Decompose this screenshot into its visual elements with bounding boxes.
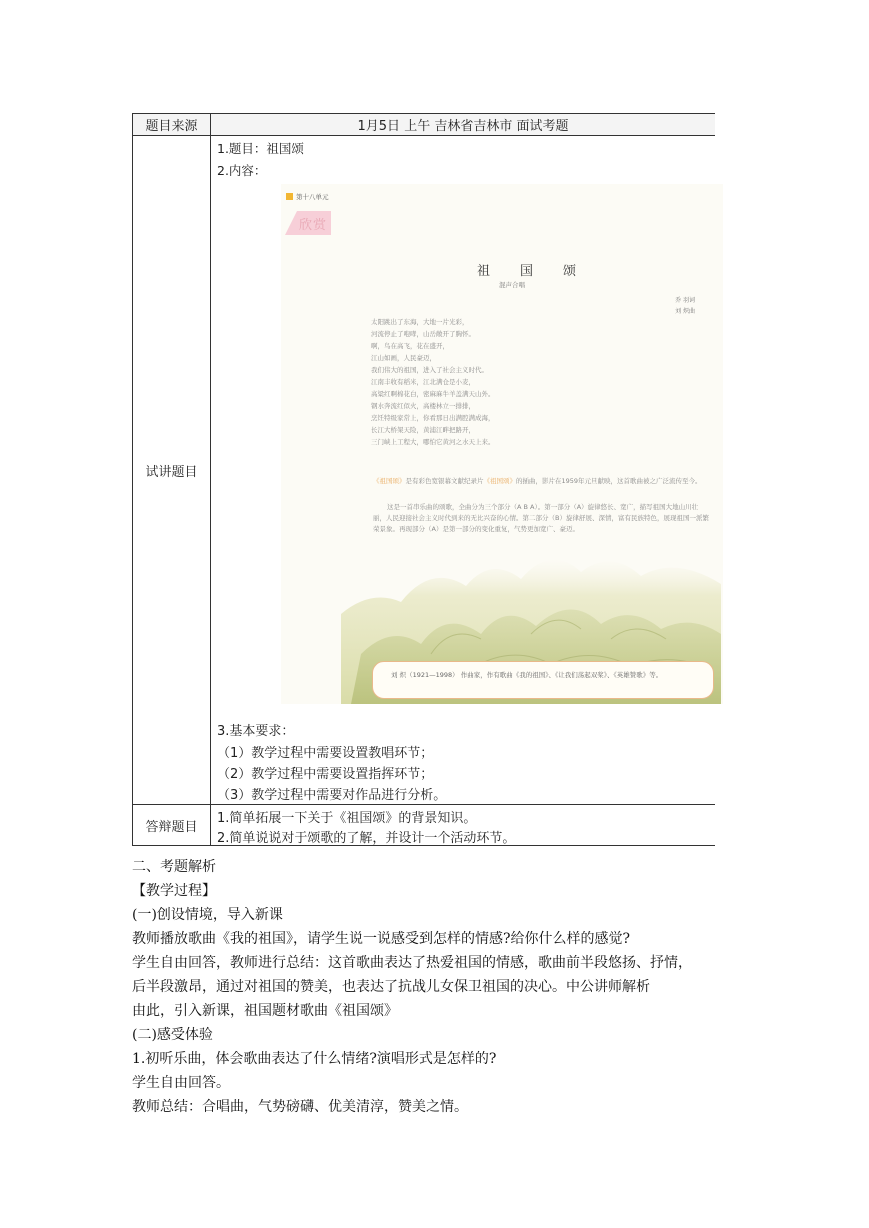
lyric-line: 江南丰收有稻米，江北满仓是小麦，: [371, 378, 475, 386]
requirement-item: （2）教学过程中需要设置指挥环节；: [217, 767, 434, 782]
lecture-label: 试讲题目: [133, 136, 211, 804]
defense-item: 2.简单说说对于颂歌的了解，并设计一个活动环节。: [217, 831, 516, 846]
desc-highlight: 《祖国颂》: [483, 477, 516, 485]
unit-header: [286, 192, 329, 201]
lyric-line: 江山如画，人民豪迈，: [371, 354, 436, 362]
subheading: 【教学过程】: [132, 883, 216, 899]
paragraph: 学生自由回答，教师进行总结：这首歌曲表达了热爱祖国的情感，歌曲前半段悠扬、抒情，: [132, 955, 692, 971]
composer: 刘 炽曲: [675, 308, 695, 315]
defense-item: 1.简单拓展一下关于《祖国颂》的背景知识。: [217, 811, 477, 826]
desc-text: 是有彩色宽银幕文献纪录片: [405, 477, 484, 485]
lyric-line: 长江大桥架天险，黄浦江畔把路开，: [371, 426, 475, 434]
section-heading: 二、考题解析: [132, 859, 216, 875]
lyric-line: 啊，鸟在高飞，花在盛开，: [371, 342, 449, 350]
exam-table: [132, 113, 715, 846]
defense-row: [133, 805, 715, 846]
banner-text: 欣赏: [299, 218, 328, 233]
desc-highlight: 《祖国颂》: [373, 477, 406, 485]
song-subtitle: 混声合唱: [499, 281, 525, 289]
lyric-line: 钢水奔流红似火，高楼林立一排排，: [371, 402, 475, 410]
paragraph: 由此，引入新课，祖国题材歌曲《祖国颂》: [132, 1003, 398, 1019]
textbook-page: [281, 184, 723, 704]
lyric-line: 太阳跳出了东海，大地一片光彩，: [371, 318, 469, 326]
source-label: 题目来源: [133, 114, 211, 135]
song-analysis: 这是一首串乐曲的颂歌，全曲分为三个部分（A B A）。第一部分（A）旋律悠长、宽广，描写祖国大地山川壮丽，人民迎接社会主义时代到来的无比兴奋的心情。第二部分（B）旋律舒展、深情，富有民族特色，展现祖国一派繁荣景象。再现部分（A）是第一部分的变化重复，气势更加宽广、豪迈。: [373, 503, 709, 533]
song-title: 祖国颂: [477, 264, 607, 279]
requirement-item: （3）教学过程中需要对作品进行分析。: [217, 788, 447, 803]
unit-marker-icon: [286, 193, 293, 200]
lecture-row: [133, 136, 715, 805]
desc-text: 的插曲，影片在1959年元旦献映，这首歌曲被之广泛流传至今。: [516, 477, 702, 485]
song-description: [373, 476, 709, 487]
source-value: 1月5日 上午 吉林省吉林市 面试考题: [357, 119, 569, 134]
step-heading: (二)感受体验: [132, 1027, 213, 1043]
source-row: [133, 114, 715, 136]
step-heading: (一)创设情境，导入新课: [132, 907, 283, 923]
requirements-title: 3.基本要求：: [217, 724, 295, 739]
paragraph: 教师总结：合唱曲，气势磅礴、优美清淳，赞美之情。: [132, 1099, 468, 1115]
lyric-line: 三门峡上工程大，哪怕它黄河之水天上来。: [371, 438, 495, 446]
requirement-item: （1）教学过程中需要设置教唱环节；: [217, 746, 434, 761]
topic-line: 1.题目：祖国颂: [217, 141, 304, 156]
content-label: 2.内容：: [217, 163, 267, 178]
paragraph: 后半段激昂，通过对祖国的赞美，也表达了抗战儿女保卫祖国的决心。中公讲师解析: [132, 979, 650, 995]
lyric-line: 河流停止了咆哮，山岳敞开了胸怀。: [371, 330, 475, 338]
lecture-body: [211, 136, 715, 804]
composer-note-box: [372, 661, 714, 699]
unit-text: 第十八单元: [296, 193, 329, 201]
lyric-line: 高粱红啊棉花白，密麻麻牛羊盖满天山外。: [371, 390, 495, 398]
composer-note: 刘 炽（1921—1998） 作曲家，作有歌曲《我的祖国》、《让我们荡起双桨》、《英雄赞歌》等。: [391, 671, 663, 679]
defense-label: 答辩题目: [133, 805, 211, 846]
paragraph: 1.初听乐曲，体会歌曲表达了什么情绪?演唱形式是怎样的?: [132, 1051, 497, 1067]
paragraph: 学生自由回答。: [132, 1075, 230, 1091]
defense-body: [211, 805, 715, 846]
paragraph: 教师播放歌曲《我的祖国》，请学生说一说感受到怎样的情感?给你什么样的感觉?: [132, 931, 631, 947]
lyricist: 乔 羽词: [675, 297, 695, 304]
lyric-line: 我们伟大的祖国，进入了社会主义时代。: [371, 366, 488, 374]
lyric-line: 烹饪特级家常上，你看那日出满腔满成海，: [371, 414, 495, 422]
